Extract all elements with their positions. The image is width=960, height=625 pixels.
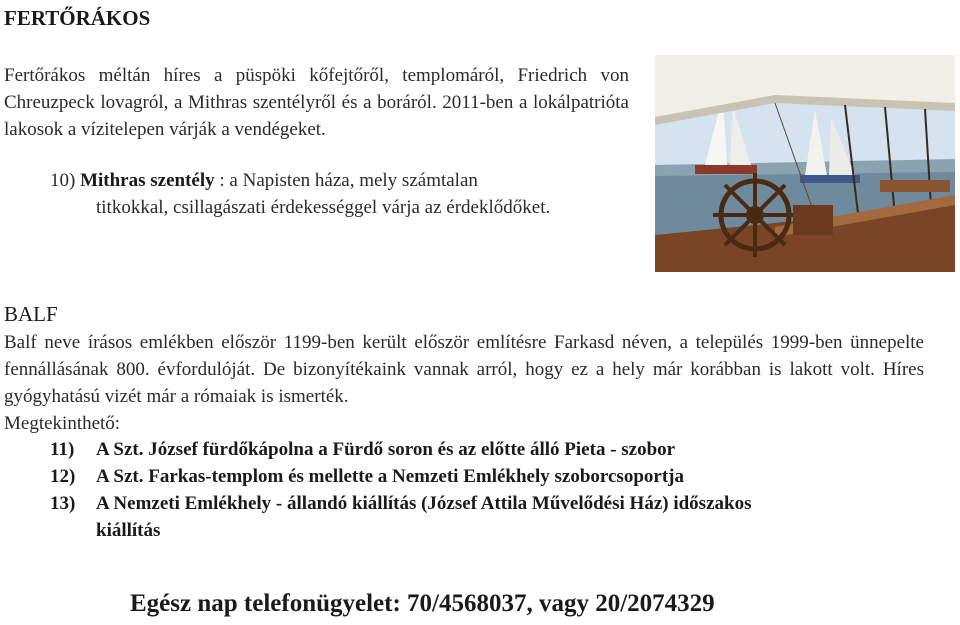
list-item-10: [50, 167, 590, 221]
balf-paragraph: Balf neve írásos emlékben először 1199-ben került először említésre Farkasd néven, a település 1999-ben ünnepelte fennállásának 800. évfordulóját. De bizonyítékaink vannak arról, hogy ez a hely már korábban is lakott volt. Híres gyógyhatású vizét már a rómaiak is ismerték.: [4, 332, 924, 407]
item-name: Mithras szentély: [80, 170, 215, 191]
item-text-continued: kiállítás: [96, 520, 161, 541]
fertorakos-paragraph: Fertőrákos méltán híres a püspöki kőfejtőről, templomáról, Friedrich von Chreuzpeck lovagról, a Mithras szentélyről és a boráról. 2011-ben a lokálpatrióta lakosok a vízitelepen várják a vendégeket.: [4, 65, 629, 140]
item-number: 13): [50, 493, 76, 514]
item-text: : a Napisten háza, mely számtalan: [214, 170, 478, 191]
phone-footer: Egész nap telefonügyelet: 70/4568037, vagy 20/2074329: [130, 590, 715, 617]
item-text-continued: titkokkal, csillagászati érdekességgel várja az érdeklődőket.: [96, 197, 551, 218]
item-number: 11): [50, 439, 75, 460]
section-title-fertorakos: FERTŐRÁKOS: [4, 6, 151, 30]
item-number: 10): [50, 170, 76, 191]
list-item-12: [50, 463, 930, 490]
item-text: A Nemzeti Emlékhely - állandó kiállítás (József Attila Művelődési Ház) időszakos: [96, 493, 752, 514]
list-item-11: [50, 436, 930, 463]
sights-label: Megtekinthető:: [4, 413, 121, 434]
section-title-balf: BALF: [4, 302, 58, 326]
item-text: A Szt. Farkas-templom és mellette a Nemzeti Emlékhely szoborcsoportja: [96, 466, 684, 487]
list-item-13: [50, 490, 930, 544]
item-text: A Szt. József fürdőkápolna a Fürdő soron és az előtte álló Pieta - szobor: [96, 439, 676, 460]
sailing-ship-photo: [655, 55, 955, 272]
item-number: 12): [50, 466, 76, 487]
